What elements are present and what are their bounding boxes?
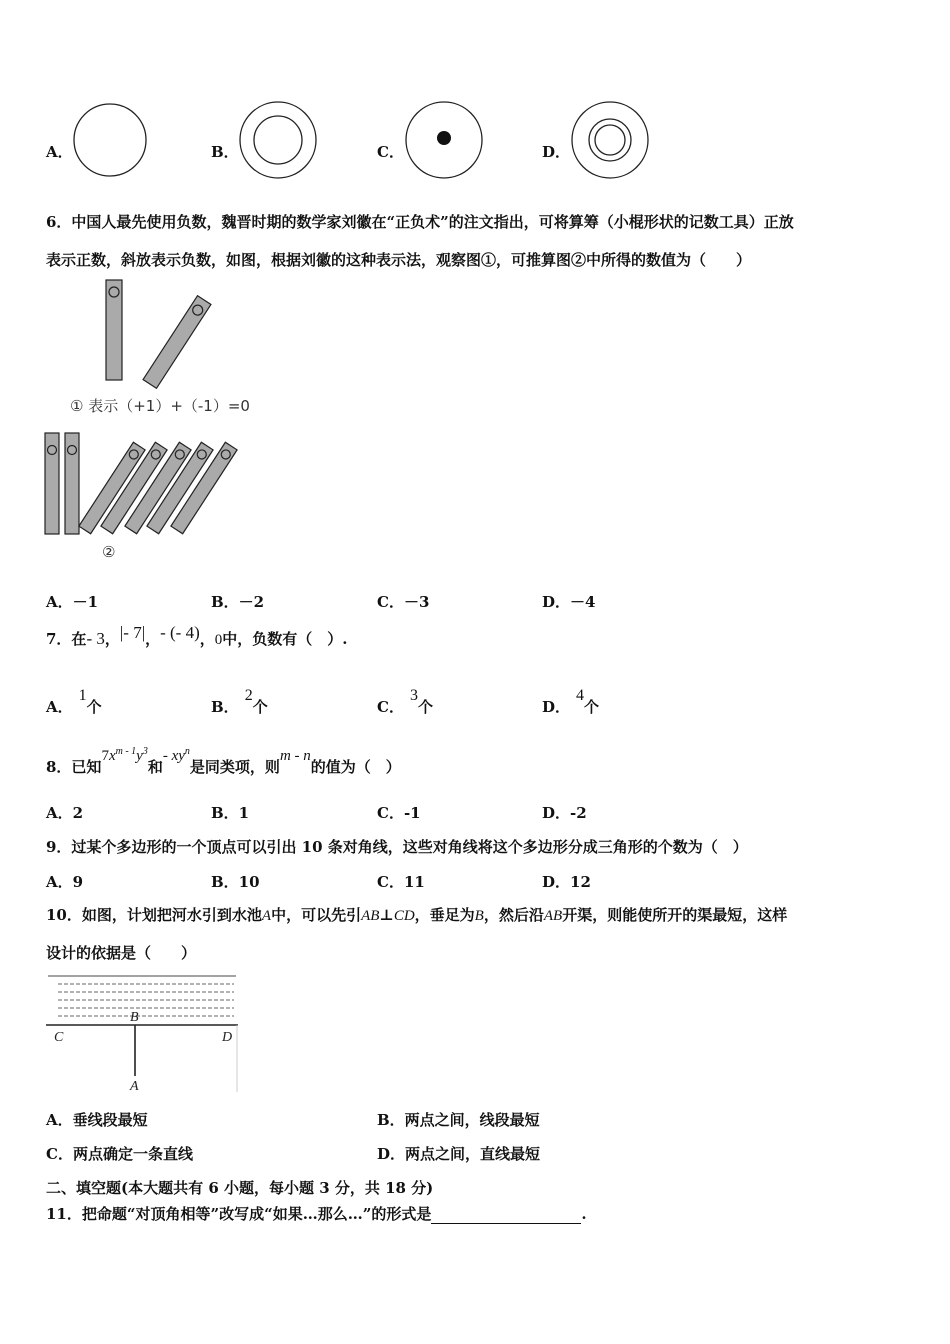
q8-option-b: B．1 [211, 804, 250, 822]
q6-option-c: C．－3 [377, 593, 430, 611]
q11-answer-blank[interactable] [431, 1209, 581, 1224]
q7-value-2: |- 7| [119, 623, 146, 642]
q5-option-c-figure [402, 98, 486, 182]
section-2-heading: 二、填空题(本大题共有 6 小题，每小题 3 分，共 18 分) [46, 1179, 434, 1197]
q6-option-d: D．－4 [542, 593, 596, 611]
q5-option-a-figure [70, 100, 150, 180]
q5-option-b-label: B． [211, 143, 239, 161]
q7-sep-1: ， [104, 630, 120, 648]
q10-label-a: A [130, 1079, 139, 1094]
q5-option-c-label: C． [377, 143, 404, 161]
q7-option-a: A．1个 [46, 687, 102, 716]
q10-figure [44, 968, 240, 1094]
q7-suffix: 中，负数有（ ）. [222, 630, 348, 648]
q7-sep-2: ， [145, 630, 161, 648]
q7-option-c: C．3个 [377, 687, 433, 716]
q10-option-b: B．两点之间，线段最短 [377, 1111, 540, 1129]
q10-option-a: A．垂线段最短 [46, 1111, 148, 1129]
q8-option-d: D．-2 [542, 804, 587, 822]
q8-term-1: $7x^{m - 1}y^3$ [101, 746, 148, 764]
q10-option-c: C．两点确定一条直线 [46, 1145, 193, 1163]
q8-expression: m - n [279, 748, 311, 764]
q9-option-c: C．11 [377, 873, 425, 891]
q10-label-b: B [130, 1010, 139, 1025]
q9-option-d: D．12 [542, 873, 591, 891]
q10-option-d: D．两点之间，直线最短 [377, 1145, 541, 1163]
q7-value-3: - (- 4) [160, 623, 200, 642]
q7-option-b: B．2个 [211, 687, 268, 716]
q6-option-b: B．－2 [211, 593, 265, 611]
q10-label-d: D [222, 1030, 233, 1045]
q8-stem: 8．已知$7x^{m - 1}y^3$和- $xy^n$是同类项，则m - n的值为（ ） [46, 746, 401, 776]
q7-value-1: - 3 [86, 629, 105, 648]
q9-option-b: B．10 [211, 873, 260, 891]
q8-option-a: A．2 [46, 804, 84, 822]
q9-option-a: A．9 [46, 873, 84, 891]
q5-option-a-label: A． [46, 143, 73, 161]
q6-line1: 6．中国人最先使用负数，魏晋时期的数学家刘徽在“正负术”的注文指出，可将算筹（小棍形状的记数工具）正放 [46, 213, 794, 231]
q6-figure-2-caption: ② [102, 543, 116, 561]
q7-prefix: 7．在 [46, 630, 87, 648]
q10-label-c: C [54, 1030, 64, 1045]
q6-line2: 表示正数，斜放表示负数，如图，根据刘徽的这种表示法，观察图①，可推算图②中所得的数值为（ ） [46, 251, 752, 269]
q7-stem [46, 623, 348, 649]
q6-figure-1-caption: ① 表示（+1）+（-1）=0 [70, 397, 250, 415]
q6-option-a: A．－1 [46, 593, 99, 611]
q8-term-2: - $xy^n$ [162, 746, 190, 764]
q5-option-d-figure [568, 98, 652, 182]
q8-option-c: C．-1 [377, 804, 421, 822]
q10-line2: 设计的依据是（ ） [46, 944, 197, 962]
q10-line1: 10．如图，计划把河水引到水池A中，可以先引AB⊥CD，垂足为B，然后沿AB开渠，则能使所开的渠最短，这样 [46, 906, 788, 924]
q5-option-d-label: D． [542, 143, 571, 161]
q7-sep-3: ， [199, 630, 215, 648]
q6-figure-2 [40, 428, 260, 543]
q7-value-4: 0 [214, 632, 223, 648]
q11-stem: 11．把命题“对顶角相等”改写成“如果…那么…”的形式是 . [46, 1205, 587, 1223]
q5-option-b-figure [236, 98, 320, 182]
q9-stem: 9．过某个多边形的一个顶点可以引出 10 条对角线，这些对角线将这个多边形分成三角形的个数为（ ） [46, 838, 748, 856]
q7-option-d: D．4个 [542, 687, 600, 716]
